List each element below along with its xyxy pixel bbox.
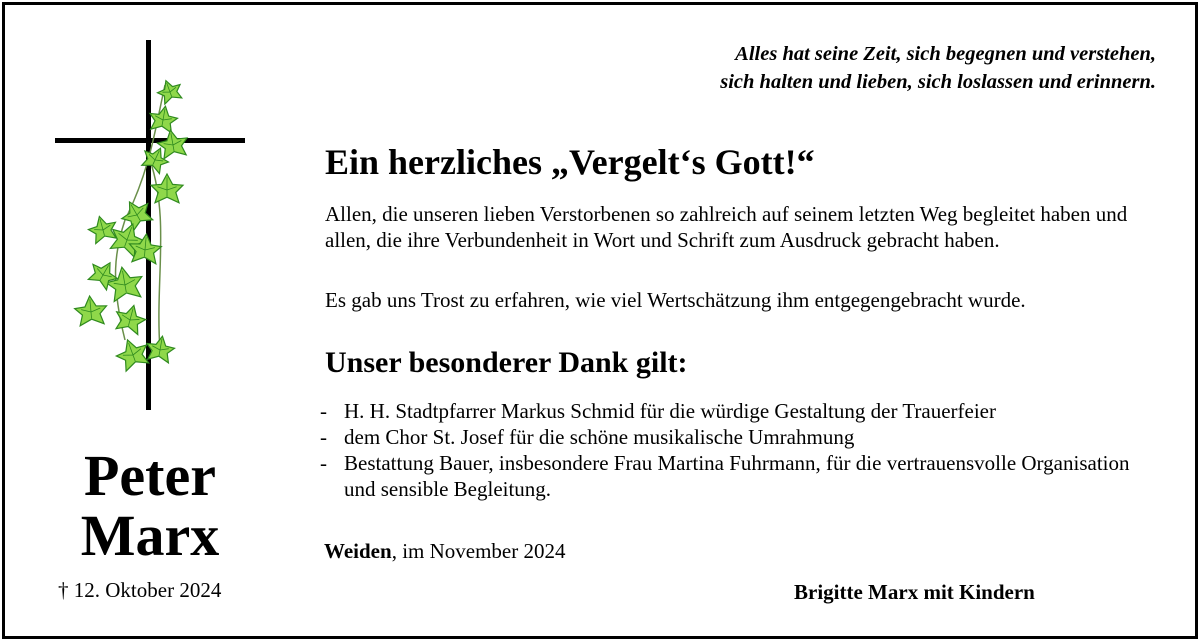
thanks-list — [320, 398, 1160, 502]
list-item-text: dem Chor St. Josef für die schöne musikalische Umrahmung — [344, 425, 855, 449]
motto-quote — [720, 40, 1156, 96]
special-thanks-heading: Unser besonderer Dank gilt: — [325, 346, 688, 379]
motto-line-2: sich halten und lieben, sich loslassen und erinnern. — [720, 71, 1156, 93]
signature: Brigitte Marx mit Kindern — [794, 580, 1035, 604]
last-name: Marx — [80, 503, 220, 568]
cross-horizontal-bar — [55, 138, 245, 143]
date: , im November 2024 — [391, 539, 566, 563]
paragraph-comfort: Es gab uns Trost zu erfahren, wie viel Wertschätzung ihm entgegengebracht wurde. — [325, 288, 1026, 312]
place: Weiden — [324, 539, 392, 563]
list-item-text: H. H. Stadtpfarrer Markus Schmid für die würdige Gestaltung der Trauerfeier — [344, 399, 996, 423]
list-bullet: - — [320, 451, 327, 475]
list-item — [320, 450, 1160, 502]
paragraph-thanks-all: Allen, die unseren lieben Verstorbenen so zahlreich auf seinem letzten Weg begleitet haben und allen, die ihre Verbundenheit in Wort und Schrift zum Ausdruck gebracht haben. — [325, 202, 1128, 252]
list-item — [320, 398, 1160, 424]
deceased-name — [40, 443, 260, 568]
first-name: Peter — [84, 443, 216, 508]
death-date: † 12. Oktober 2024 — [58, 578, 222, 602]
list-item-text: Bestattung Bauer, insbesondere Frau Martina Fuhrmann, für die vertrauensvolle Organisation und sensible Begleitung. — [344, 451, 1130, 501]
ivy-leaves — [74, 77, 190, 373]
list-item — [320, 424, 1160, 450]
list-bullet: - — [320, 425, 327, 449]
place-and-date — [324, 539, 566, 564]
list-bullet: - — [320, 399, 327, 423]
motto-line-1: Alles hat seine Zeit, sich begegnen und verstehen, — [735, 43, 1156, 65]
main-heading: Ein herzliches „Vergelt‘s Gott!“ — [325, 142, 815, 182]
cross-with-ivy-icon — [55, 40, 250, 412]
